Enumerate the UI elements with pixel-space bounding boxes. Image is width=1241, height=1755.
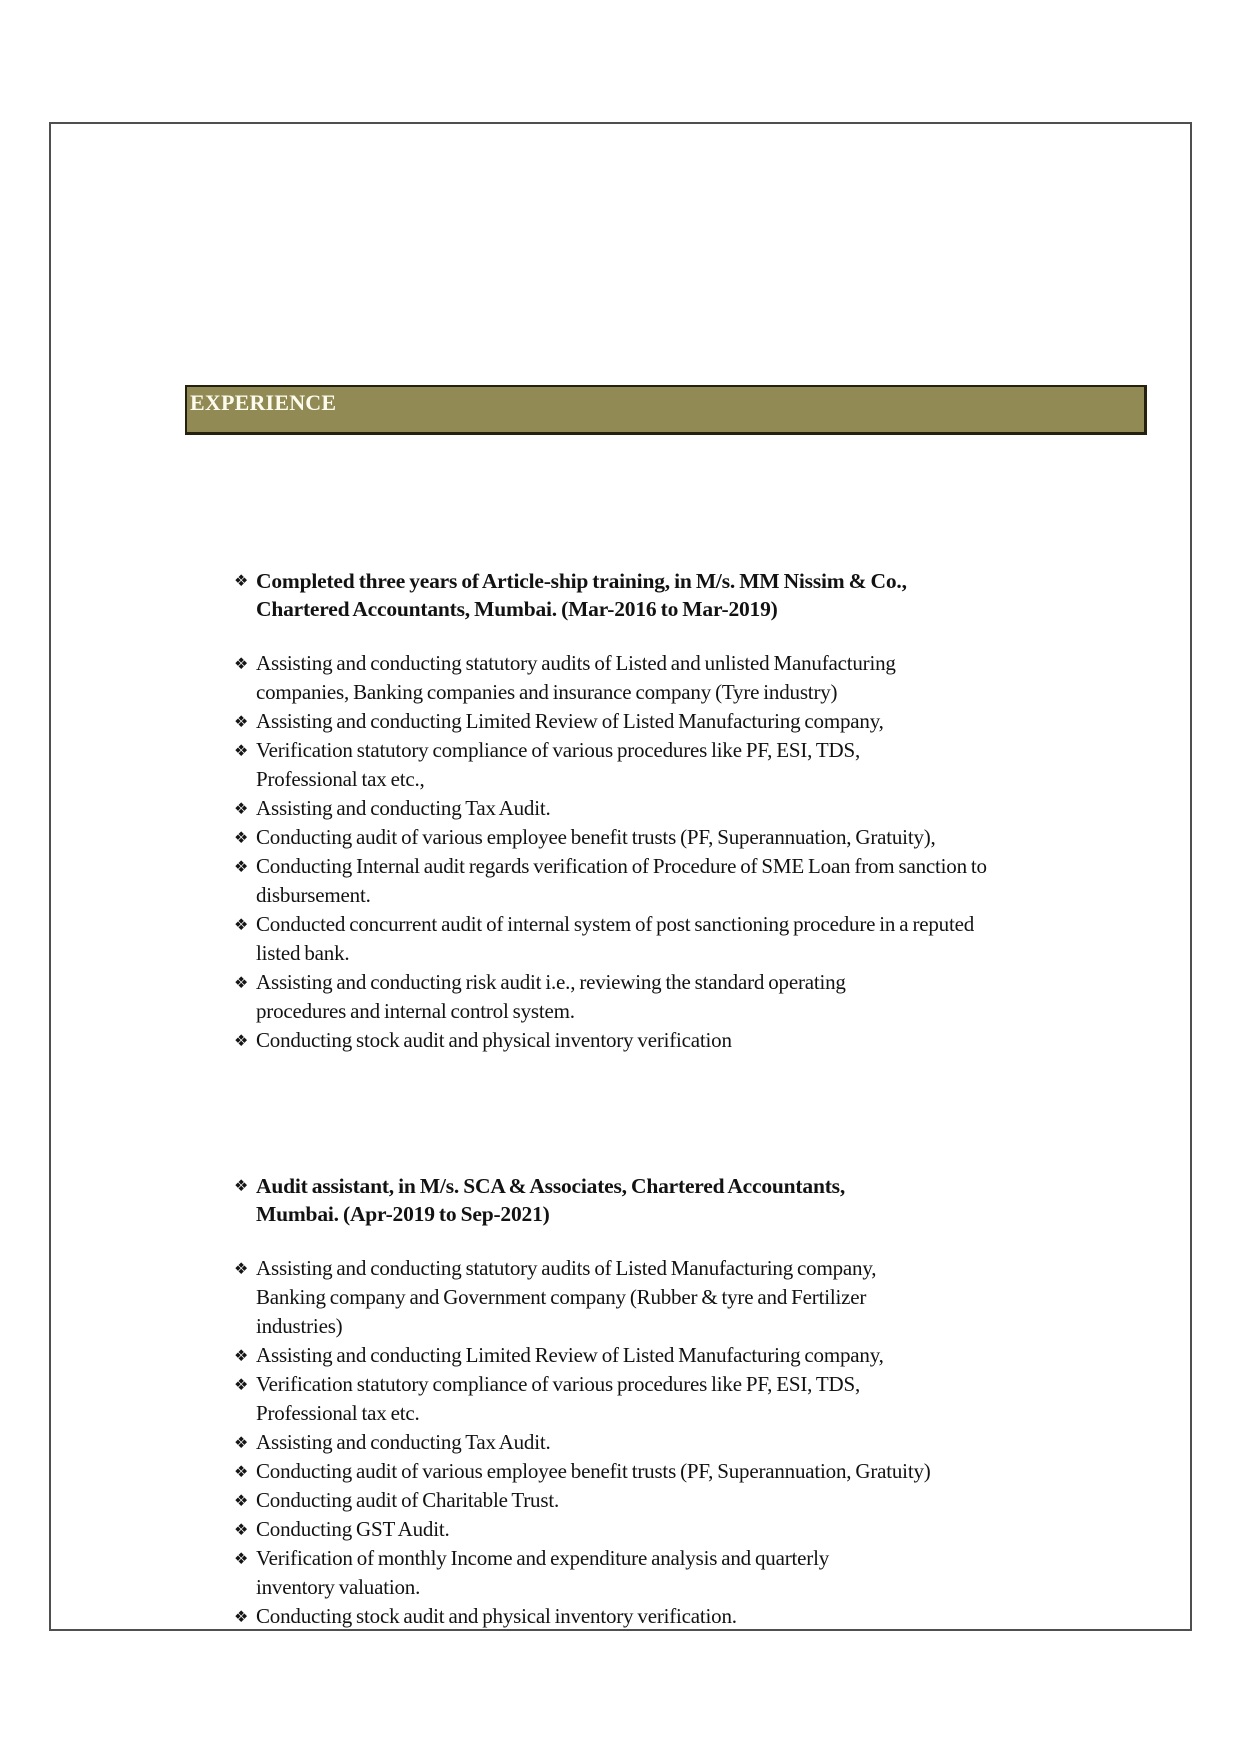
job-title-text: Mumbai. (Apr-2019 to Sep-2021) xyxy=(256,1202,550,1226)
bullet-item-line xyxy=(234,997,987,1026)
bullet-text: companies, Banking companies and insurance company (Tyre industry) xyxy=(256,680,838,704)
bullet-item-line xyxy=(234,1026,987,1055)
bullet-text: Conducted concurrent audit of internal system of post sanctioning procedure in a reputed xyxy=(256,912,975,936)
bullet-text: Assisting and conducting Limited Review of Listed Manufacturing company, xyxy=(256,709,884,733)
bullet-diamond-icon: ❖ xyxy=(234,1462,249,1481)
bullet-item-line xyxy=(234,1254,931,1283)
job-title-line xyxy=(234,567,907,595)
bullet-diamond-icon: ❖ xyxy=(234,857,249,876)
bullet-item-line xyxy=(234,939,987,968)
bullet-indent-spacer xyxy=(234,595,256,623)
bullet-item-line xyxy=(234,1399,931,1428)
bullet-item-line xyxy=(234,823,987,852)
bullet-item-line xyxy=(234,1486,931,1515)
bullet-item-line xyxy=(234,707,987,736)
bullet-text: Assisting and conducting statutory audits of Listed and unlisted Manufacturing xyxy=(256,651,896,675)
bullet-item-line xyxy=(234,1573,931,1602)
job-bullet-list xyxy=(234,649,987,1055)
job-title-text: Chartered Accountants, Mumbai. (Mar-2016 to Mar-2019) xyxy=(256,597,778,621)
bullet-text: Conducting audit of Charitable Trust. xyxy=(256,1488,560,1512)
bullet-item-line xyxy=(234,852,987,881)
bullet-item-line xyxy=(234,1283,931,1312)
bullet-diamond-icon: ❖ xyxy=(234,1031,249,1050)
bullet-text: Assisting and conducting Tax Audit. xyxy=(256,1430,551,1454)
bullet-text: Assisting and conducting risk audit i.e., reviewing the standard operating xyxy=(256,970,846,994)
bullet-text: Assisting and conducting Limited Review of Listed Manufacturing company, xyxy=(256,1343,884,1367)
bullet-diamond-icon: ❖ xyxy=(234,712,249,731)
bullet-text: Verification statutory compliance of various procedures like PF, ESI, TDS, xyxy=(256,1372,860,1396)
bullet-item-line xyxy=(234,1544,931,1573)
bullet-text: Conducting Internal audit regards verification of Procedure of SME Loan from sanction to xyxy=(256,854,987,878)
bullet-indent-spacer xyxy=(234,1283,256,1312)
bullet-text: inventory valuation. xyxy=(256,1575,421,1599)
bullet-text: Banking company and Government company (Rubber & tyre and Fertilizer xyxy=(256,1285,867,1309)
bullet-diamond-icon: ❖ xyxy=(234,799,249,818)
bullet-diamond-icon: ❖ xyxy=(234,1346,249,1365)
bullet-item-line xyxy=(234,765,987,794)
bullet-indent-spacer xyxy=(234,1200,256,1228)
bullet-text: Assisting and conducting statutory audits of Listed Manufacturing company, xyxy=(256,1256,877,1280)
bullet-item-line xyxy=(234,1341,931,1370)
bullet-indent-spacer xyxy=(234,1312,256,1341)
bullet-indent-spacer xyxy=(234,765,256,794)
job-title-text: Audit assistant, in M/s. SCA & Associates, Chartered Accountants, xyxy=(256,1174,845,1198)
bullet-item-line xyxy=(234,794,987,823)
job-title-line xyxy=(234,595,907,623)
job-title-line xyxy=(234,1172,845,1200)
section-title: EXPERIENCE xyxy=(190,390,337,415)
bullet-diamond-icon: ❖ xyxy=(234,1607,249,1626)
bullet-diamond-icon: ❖ xyxy=(234,1375,249,1394)
bullet-diamond-icon: ❖ xyxy=(234,1520,249,1539)
bullet-item-line xyxy=(234,1515,931,1544)
bullet-item-line xyxy=(234,1457,931,1486)
bullet-text: Professional tax etc. xyxy=(256,1401,420,1425)
bullet-indent-spacer xyxy=(234,1399,256,1428)
bullet-item-line xyxy=(234,881,987,910)
bullet-indent-spacer xyxy=(234,1573,256,1602)
bullet-item-line xyxy=(234,1602,931,1631)
bullet-item-line xyxy=(234,910,987,939)
job-title-block xyxy=(234,1172,845,1228)
bullet-text: Conducting stock audit and physical inventory verification. xyxy=(256,1604,737,1628)
job-bullet-list xyxy=(234,1254,931,1631)
bullet-text: Verification of monthly Income and expenditure analysis and quarterly xyxy=(256,1546,830,1570)
bullet-item-line xyxy=(234,968,987,997)
bullet-text: listed bank. xyxy=(256,941,350,965)
bullet-indent-spacer xyxy=(234,678,256,707)
bullet-diamond-icon: ❖ xyxy=(234,654,249,673)
bullet-item-line xyxy=(234,678,987,707)
bullet-diamond-icon: ❖ xyxy=(234,1433,249,1452)
bullet-text: Conducting stock audit and physical inventory verification xyxy=(256,1028,732,1052)
bullet-indent-spacer xyxy=(234,881,256,910)
bullet-diamond-icon: ❖ xyxy=(234,1259,249,1278)
bullet-item-line xyxy=(234,1428,931,1457)
job-title-text: Completed three years of Article-ship training, in M/s. MM Nissim & Co., xyxy=(256,569,907,593)
bullet-item-line xyxy=(234,736,987,765)
bullet-text: Assisting and conducting Tax Audit. xyxy=(256,796,551,820)
bullet-item-line xyxy=(234,1370,931,1399)
bullet-item-line xyxy=(234,1312,931,1341)
bullet-text: procedures and internal control system. xyxy=(256,999,575,1023)
bullet-text: disbursement. xyxy=(256,883,371,907)
bullet-item-line xyxy=(234,649,987,678)
bullet-indent-spacer xyxy=(234,997,256,1026)
bullet-diamond-icon: ❖ xyxy=(234,973,249,992)
bullet-diamond-icon: ❖ xyxy=(234,1491,249,1510)
bullet-indent-spacer xyxy=(234,939,256,968)
bullet-diamond-icon: ❖ xyxy=(234,828,249,847)
job-title-line xyxy=(234,1200,845,1228)
experience-section-header xyxy=(185,385,1147,435)
bullet-diamond-icon: ❖ xyxy=(234,741,249,760)
bullet-text: Conducting GST Audit. xyxy=(256,1517,450,1541)
bullet-diamond-icon: ❖ xyxy=(234,1549,249,1568)
bullet-diamond-icon: ❖ xyxy=(234,1176,249,1195)
bullet-text: Conducting audit of various employee benefit trusts (PF, Superannuation, Gratuity) xyxy=(256,1459,931,1483)
page-border xyxy=(49,122,1192,1631)
bullet-text: industries) xyxy=(256,1314,343,1338)
bullet-text: Professional tax etc., xyxy=(256,767,425,791)
bullet-diamond-icon: ❖ xyxy=(234,571,249,590)
bullet-diamond-icon: ❖ xyxy=(234,915,249,934)
bullet-text: Conducting audit of various employee benefit trusts (PF, Superannuation, Gratuity), xyxy=(256,825,936,849)
job-title-block xyxy=(234,567,907,623)
bullet-text: Verification statutory compliance of various procedures like PF, ESI, TDS, xyxy=(256,738,860,762)
